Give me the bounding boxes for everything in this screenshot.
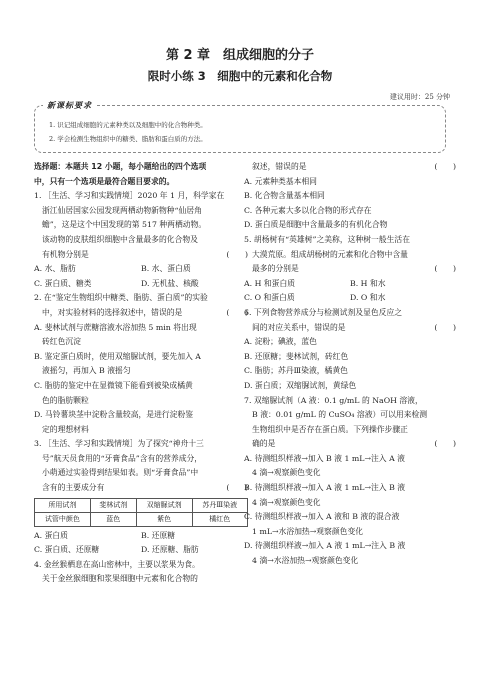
question-text: 号”航天员食用的“牙膏食品”含有的营养成分， [42,453,203,463]
option-d[interactable]: D. O 和水 [350,293,386,303]
left-column [34,160,248,587]
question-1 [34,189,248,291]
question-text: 生物组织中是否存在蛋白质。下列操作步骤正 [252,424,408,434]
answer-blank[interactable]: ( ) [226,483,248,493]
question-2 [34,291,248,437]
table-header-cell: 双缩脲试剂 [136,498,192,512]
option-a[interactable]: A. 水、脂肪 [34,264,76,274]
requirements-box [34,101,446,153]
requirements-title: 新课标要求 [43,100,96,111]
question-4-start [34,558,248,587]
table-cell: 紫色 [136,512,192,526]
question-text: 含有的主要成分有 [42,483,105,493]
option-b[interactable]: B. 待测组织样液→加入 A 液 1 mL→注入 B 液 [244,483,406,493]
question-text: 4. 金丝猴栖息在高山密林中，主要以浆果为食。 [34,559,200,569]
question-text: B 液：0.01 g/mL 的 CuSO₄ 溶液）可以用来检测 [252,410,428,420]
table-header-row [35,498,248,512]
option-c[interactable]: C. 蛋白质、还原糖 [34,545,100,555]
option-d[interactable]: D. 还原糖、脂肪 [141,545,199,555]
question-4-cont [244,160,456,233]
answer-blank[interactable]: ( ) [434,162,456,171]
table-header-cell: 苏丹Ⅲ染液 [192,498,247,512]
reagent-table [34,498,248,527]
table-row-label: 试管中颜色 [35,512,91,526]
table-cell: 蓝色 [90,512,136,526]
question-text: 1. ［生活、学习和实践情境］2020 年 1 月，科学家在 [34,191,225,201]
table-row [35,512,248,526]
question-text: 关于金丝猴细胞和浆果细胞中元素和化合物的 [42,574,198,584]
option-a[interactable]: A. 蛋白质 [34,530,68,540]
question-text: 2. 在“鉴定生物组织中糖类、脂肪、蛋白质”的实验 [34,293,208,303]
suggested-time: 建议用时：25 分钟 [389,93,450,101]
table-header-cell: 所用试剂 [35,498,91,512]
option-d[interactable]: D. 无机盐、核酸 [141,278,199,288]
option-a-cont: 砖红色沉淀 [42,337,81,347]
option-d[interactable]: D. 马铃薯块茎中淀粉含量较高，是进行淀粉鉴 [34,410,194,420]
option-b[interactable]: B. 还原糖；斐林试剂，砖红色 [244,351,349,361]
answer-blank[interactable]: ( ) [226,249,248,259]
requirement-item: 1. 识记组成细胞的元素种类以及细胞中的化合物种类。 [49,121,207,129]
option-c[interactable]: C. O 和蛋白质 [244,293,295,303]
question-text: 该动物的皮肤组织细胞中含量最多的化合物及 [42,234,198,244]
question-text: 大漠荒原。组成胡杨树的元素和化合物中含量 [252,249,408,259]
question-text: 叙述，错误的是 [252,162,307,171]
option-c-cont: 色的脂肪颗粒 [42,395,89,405]
option-d[interactable]: D. 待测组织样液→加入 A 液 1 mL→注入 B 液 [244,541,406,551]
answer-blank[interactable]: ( ) [434,322,456,332]
answer-blank[interactable]: ( ) [226,307,248,317]
question-text: 7. 双缩脲试剂（A 液：0.1 g/mL 的 NaOH 溶液， [244,395,423,405]
question-text: 6. 下列食物营养成分与检测试剂及显色反应之 [244,307,403,317]
option-a[interactable]: A. 淀粉；碘液，蓝色 [244,337,317,347]
requirement-item: 2. 学会检测生物组织中的糖类、脂肪和蛋白质的方法。 [49,135,207,143]
option-b[interactable]: B. 化合物含量基本相同 [244,191,325,201]
section-intro: 中，只有一个选项是最符合题目要求的。 [34,176,175,186]
option-d-cont: 定的理想材料 [42,424,89,434]
option-b[interactable]: B. 水、蛋白质 [141,264,191,274]
answer-blank[interactable]: ( ) [434,264,456,274]
table-cell: 橘红色 [192,512,247,526]
question-text: 中，对实验材料的选择叙述中，错误的是 [42,307,183,317]
section-intro: 选择题：本题共 12 小题，每小题给出的四个选项 [34,162,207,171]
question-text: 3. ［生活、学习和实践情境］为了探究“神舟十三 [34,439,204,449]
question-7 [244,394,456,569]
option-c[interactable]: C. 脂肪；苏丹Ⅲ染液，橘黄色 [244,366,348,376]
option-b[interactable]: B. 鉴定蛋白质时，使用双缩脲试剂，要先加入 A [34,351,201,361]
option-d-cont: 4 滴→水浴加热→观察颜色变化 [252,556,359,566]
option-c[interactable]: C. 脂肪的鉴定中在显微镜下能看到被染成橘黄 [34,380,193,390]
option-d[interactable]: D. 蛋白质是细胞中含量最多的有机化合物 [244,220,388,230]
option-a[interactable]: A. H 和蛋白质 [244,278,296,288]
option-a[interactable]: A. 元素种类基本相同 [244,176,317,186]
question-3 [34,437,248,558]
question-text: 间的对应关系中，错误的是 [252,322,346,332]
question-text: 有机物分别是 [42,249,89,259]
option-b[interactable]: B. H 和水 [350,278,386,288]
option-c[interactable]: C. 各种元素大多以化合物的形式存在 [244,205,372,215]
question-6 [244,306,456,394]
option-a[interactable]: A. 待测组织样液→加入 B 液 1 mL→注入 A 液 [244,453,405,463]
section-title: 限时小练 3 细胞中的元素和化合物 [147,69,333,83]
question-text: 小萌通过实验得到结果如表。则“牙膏食品”中 [42,468,199,478]
option-b-cont: 液摇匀，再加入 B 液摇匀 [42,366,131,376]
option-b[interactable]: B. 还原糖 [141,530,176,540]
option-a[interactable]: A. 斐林试剂与蔗糖溶液水浴加热 5 min 将出现 [34,322,197,332]
question-text: 最多的分别是 [252,264,299,274]
question-text: 5. 胡杨树有“英雄树”之美称，这种树一般生活在 [244,234,411,244]
question-text: 确的是 [252,439,276,449]
question-5 [244,233,456,306]
right-column [244,160,456,569]
option-c[interactable]: C. 蛋白质、糖类 [34,278,92,288]
chapter-title: 第 2 章 组成细胞的分子 [165,48,315,63]
question-text: 浙江仙居国家公园发现两栖动物新物种“仙居角 [42,205,202,215]
question-text: 蟾”，这是这个中国发现的第 517 种两栖动物。 [42,220,207,230]
option-d[interactable]: D. 蛋白质；双缩脲试剂，黄绿色 [244,380,357,390]
table-header-cell: 斐林试剂 [90,498,136,512]
option-c[interactable]: C. 待测组织样液→加入 A 液和 B 液的混合液 [244,512,400,522]
option-b-cont: 4 滴→观察颜色变化 [252,497,321,507]
option-a-cont: 4 滴→观察颜色变化 [252,468,321,478]
answer-blank[interactable]: ( ) [434,439,456,449]
option-c-cont: 1 mL→水浴加热→观察颜色变化 [252,526,364,536]
